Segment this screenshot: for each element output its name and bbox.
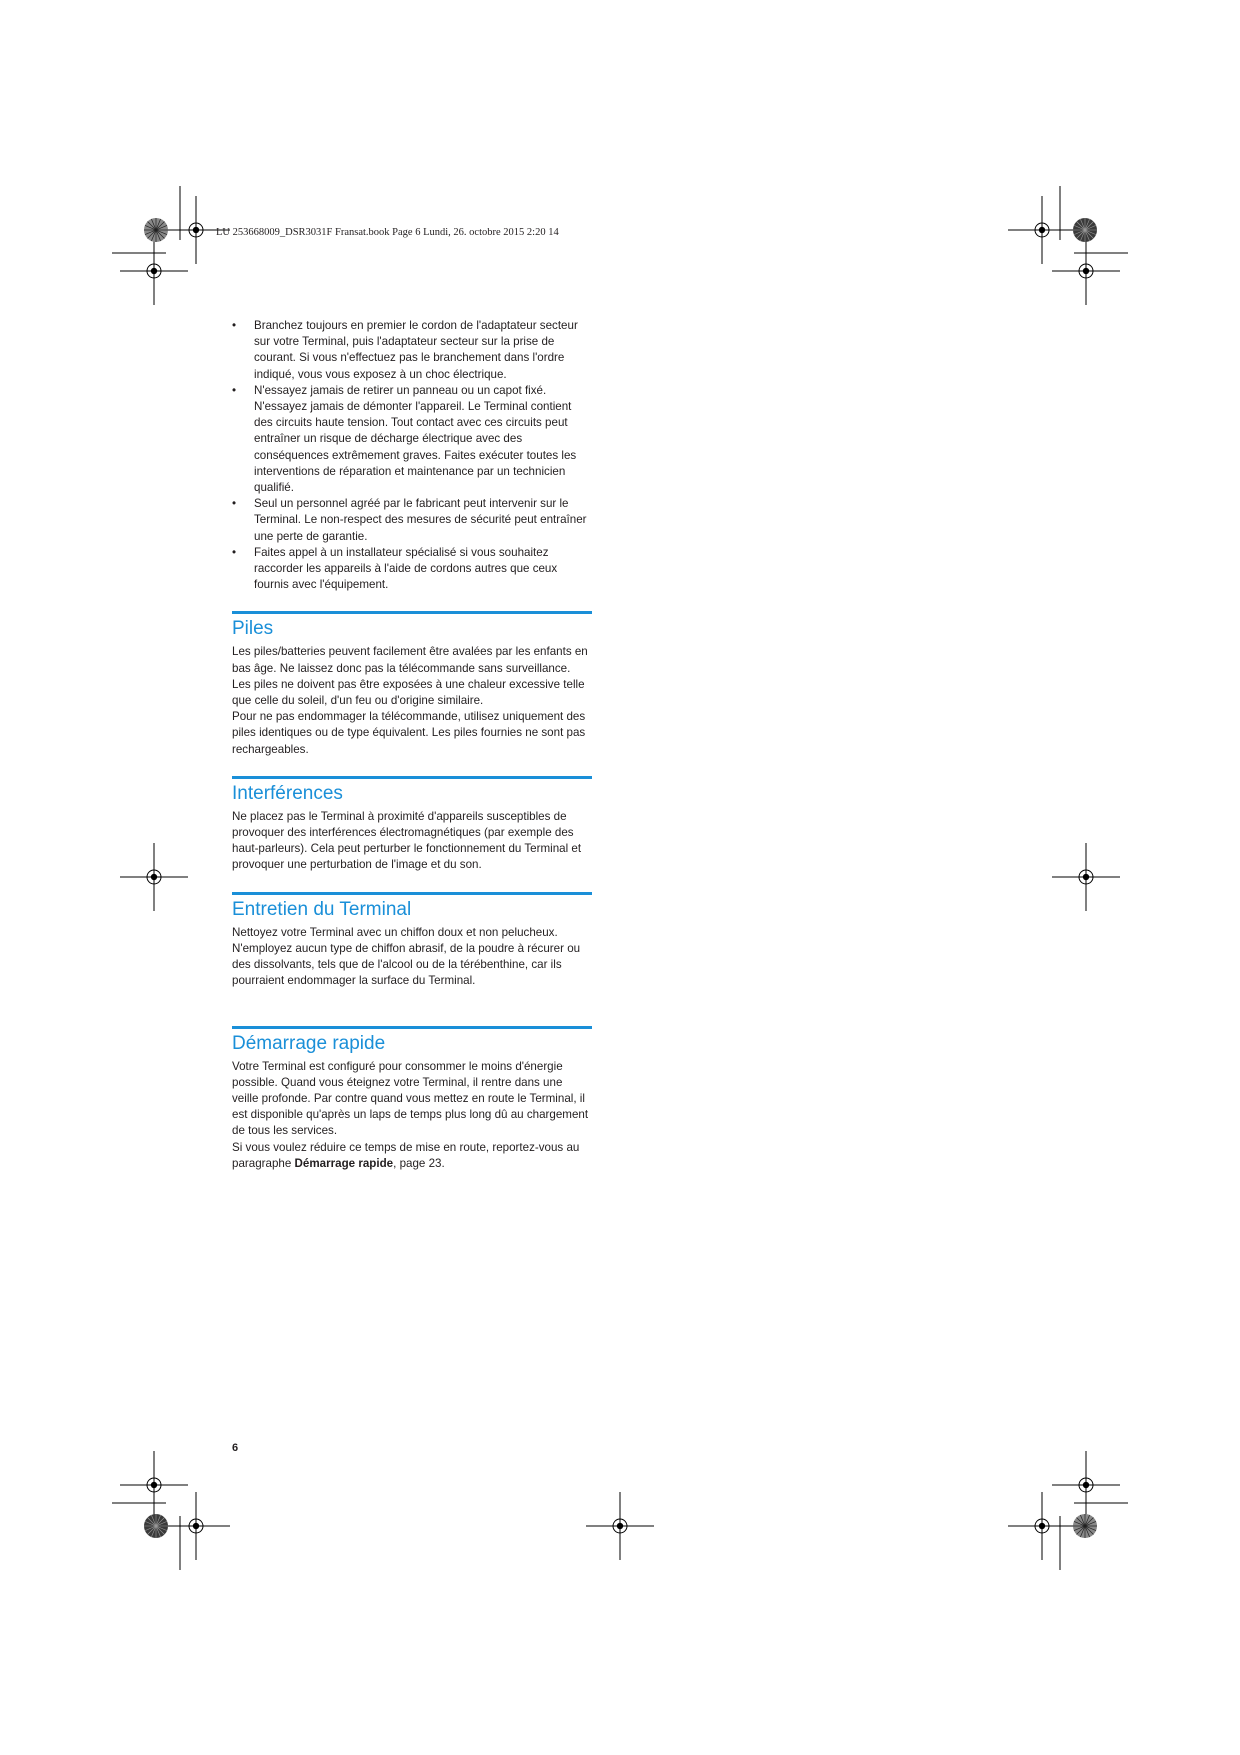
- paragraph: [232, 1140, 592, 1172]
- paragraph: Ne placez pas le Terminal à proximité d'appareils susceptibles de provoquer des interférences électromagnétiques (par exemple des haut-parleurs). Cela peut perturber le fonctionnement du Terminal et provoquer une perturbation de l'image et du son.: [232, 809, 582, 872]
- paragraph: Nettoyez votre Terminal avec un chiffon doux et non pelucheux. N'employez aucun type de chiffon abrasif, de la poudre à récurer ou des dissolvants, tels que de l'alcool ou de la térébenthine, car ils pourraient endommager la surface du Terminal.: [232, 925, 581, 988]
- registration-mark-icon: [1008, 196, 1076, 264]
- starburst-mark-icon: [1073, 218, 1097, 242]
- registration-mark-icon: [586, 1492, 654, 1560]
- section-demarrage: [232, 1026, 592, 1172]
- registration-mark-icon: [1052, 1451, 1120, 1519]
- registration-mark-icon: [162, 1492, 230, 1560]
- page-content: [232, 318, 592, 1172]
- section-heading: Piles: [232, 618, 274, 640]
- starburst-mark-icon: [144, 1514, 168, 1538]
- registration-mark-icon: [120, 1451, 188, 1519]
- paragraph-text: Si vous voulez réduire ce temps de mise en route, reportez-vous au paragraphe: [232, 1140, 580, 1170]
- registration-mark-icon: [1052, 843, 1120, 911]
- paragraph: Pour ne pas endommager la télécommande, utilisez uniquement des piles identiques ou de type équivalent. Les piles fournies ne sont pas rechargeables.: [232, 710, 586, 756]
- paragraph: Votre Terminal est configuré pour consommer le moins d'énergie possible. Quand vous éteignez votre Terminal, il rentre dans une veille profonde. Par contre quand vous mettez en route le Terminal, il est disponible qu'après un laps de temps plus long dû au chargement de tous les services.: [232, 1059, 589, 1138]
- section-heading: Interférences: [232, 782, 343, 804]
- paragraph-text: , page 23.: [393, 1156, 445, 1170]
- paragraph: Les piles/batteries peuvent facilement être avalées par les enfants en bas âge. Ne laissez donc pas la télécommande sans surveillance.: [232, 645, 588, 675]
- list-item: • Branchez toujours en premier le cordon de l'adaptateur secteur sur votre Terminal, puis l'adaptateur secteur sur la prise de courant. Si vous n'effectuez pas le branchement dans l'ordre indiqué, vous vous exposez à un choc électrique.: [232, 318, 592, 383]
- list-item: • N'essayez jamais de retirer un panneau ou un capot fixé. N'essayez jamais de démonter l'appareil. Le Terminal contient des circuits haute tension. Tout contact avec ces circuits peut entraîner un risque de décharge électrique avec des conséquences extrêmement graves. Faites exécuter toutes les interventions de réparation et maintenance par un technicien qualifié.: [232, 383, 592, 496]
- section-entretien: [232, 892, 592, 990]
- section-interferences: [232, 776, 592, 874]
- safety-bullet-list: [232, 318, 592, 593]
- section-piles: [232, 611, 592, 757]
- list-item: • Faites appel à un installateur spécialisé si vous souhaitez raccorder les appareils à l'aide de cordons autres que ceux fournis avec l'équipement.: [232, 545, 592, 594]
- cross-reference-link[interactable]: Démarrage rapide: [294, 1156, 394, 1170]
- list-item: • Seul un personnel agréé par le fabricant peut intervenir sur le Terminal. Le non-respect des mesures de sécurité peut entraîner une perte de garantie.: [232, 496, 592, 545]
- registration-mark-icon: [120, 237, 188, 305]
- section-heading: Entretien du Terminal: [232, 898, 412, 920]
- page-number: 6: [232, 1442, 239, 1454]
- starburst-mark-icon: [144, 218, 168, 242]
- section-heading: Démarrage rapide: [232, 1032, 386, 1054]
- registration-mark-icon: [120, 843, 188, 911]
- print-slug: LU 253668009_DSR3031F Fransat.book Page 6 Lundi, 26. octobre 2015 2:20 14: [216, 227, 559, 238]
- paragraph: Les piles ne doivent pas être exposées à une chaleur excessive telle que celle du soleil, d'un feu ou d'origine similaire.: [232, 677, 585, 708]
- starburst-mark-icon: [1073, 1514, 1097, 1538]
- registration-mark-icon: [1008, 1492, 1076, 1560]
- registration-mark-icon: [1052, 237, 1120, 305]
